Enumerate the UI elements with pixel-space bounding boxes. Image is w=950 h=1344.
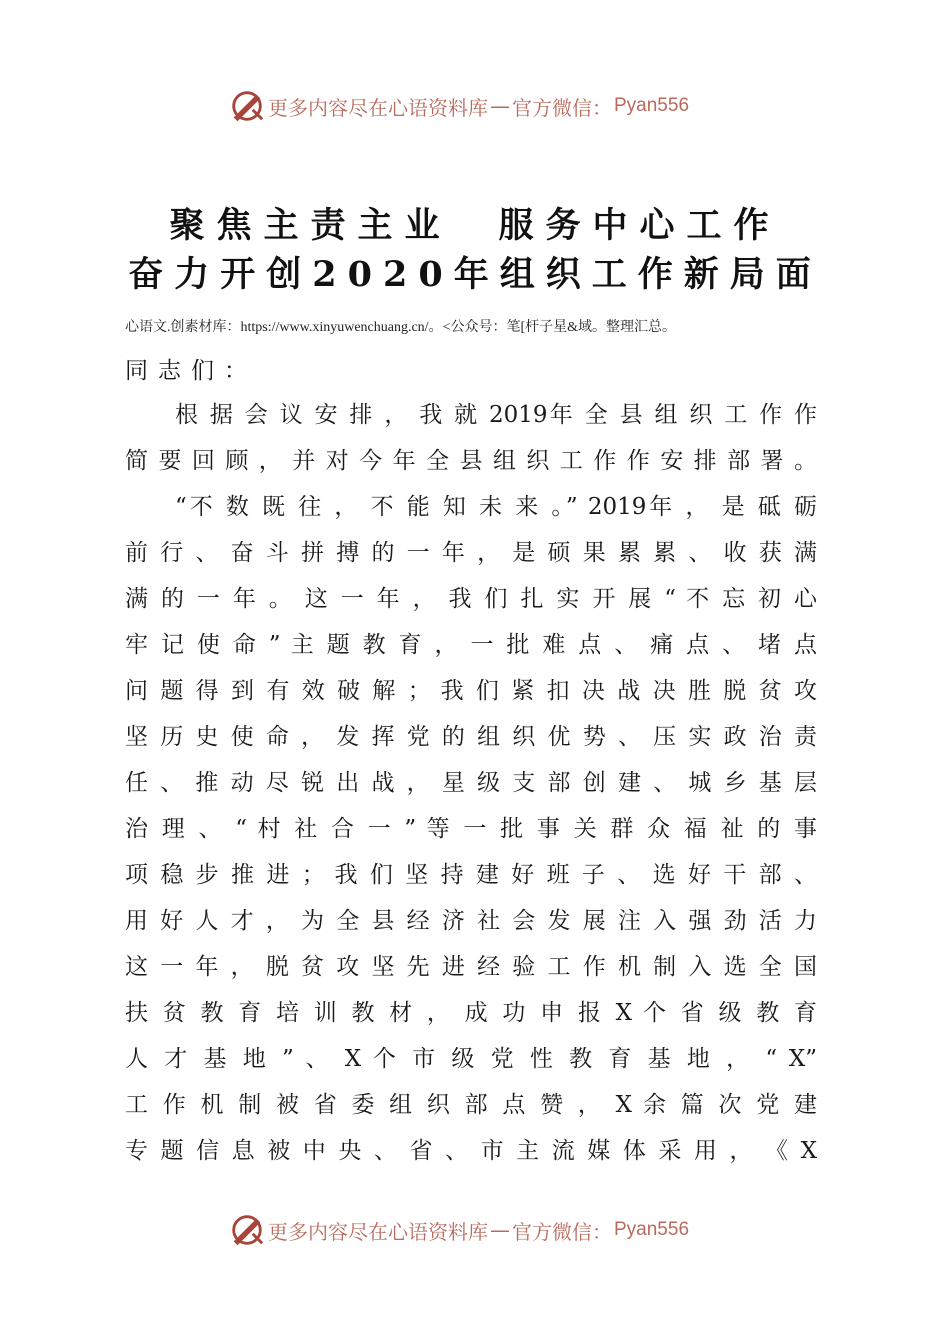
paragraph-line: 扶 贫 教 育 培 训 教 材 ， 成 功 申 报 X 个 省 级 教 育 xyxy=(125,1000,817,1026)
paragraph-line: 牢 记 使 命 ” 主 题 教 育 ， 一 批 难 点 、 痛 点 、 堵 点 xyxy=(125,632,817,658)
banner-wechat-label: 官方微信： xyxy=(512,95,612,120)
paragraph-line: 人 才 基 地 ” 、 X 个 市 级 党 性 教 育 基 地 ， “ X” xyxy=(125,1046,817,1072)
paragraph-line: “不 数 既 往 ， 不 能 知 未 来 。” 2019年 ， 是 砥 砺 xyxy=(175,494,817,520)
paragraph-line: 项 稳 步 推 进 ； 我 们 坚 持 建 好 班 子 、 选 好 干 部 、 xyxy=(125,862,817,888)
banner-wechat-id: Pyan556 xyxy=(614,95,690,116)
paragraph-line: 用 好 人 才 ， 为 全 县 经 济 社 会 发 展 注 入 强 劲 活 力 xyxy=(125,908,817,934)
banner-dash: — xyxy=(490,94,510,118)
footer-banner xyxy=(228,1210,689,1250)
pen-logo-icon xyxy=(228,87,266,125)
paragraph-line: 工 作 机 制 被 省 委 组 织 部 点 赞 ， X 余 篇 次 党 建 xyxy=(125,1092,817,1118)
title-line-1: 聚焦主责主业 服务中心工作 xyxy=(169,205,781,246)
banner-text: 更多内容尽在心语资料库 xyxy=(268,95,488,120)
title-line-2: 奋力开创2020年组织工作新局面 xyxy=(128,254,822,295)
paragraph-line: 满 的 一 年 。 这 一 年 ， 我 们 扎 实 开 展 “ 不 忘 初 心 xyxy=(125,586,817,612)
paragraph-line: 简 要 回 顾 ， 并 对 今 年 全 县 组 织 工 作 作 安 排 部 署 。 xyxy=(125,448,817,474)
banner-wechat-label: 官方微信： xyxy=(512,1219,612,1244)
pen-logo-icon xyxy=(228,1211,266,1249)
paragraph-line: 根 据 会 议 安 排 ， 我 就 2019年 全 县 组 织 工 作 作 xyxy=(175,402,817,428)
paragraph-line: 任 、 推 动 尽 锐 出 战 ， 星 级 支 部 创 建 、 城 乡 基 层 xyxy=(125,770,817,796)
paragraph-line: 前 行 、 奋 斗 拼 搏 的 一 年 ， 是 硕 果 累 累 、 收 获 满 xyxy=(125,540,817,566)
banner-dash: — xyxy=(490,1218,510,1242)
banner-text: 更多内容尽在心语资料库 xyxy=(268,1219,488,1244)
paragraph-line: 这 一 年 ， 脱 贫 攻 坚 先 进 经 验 工 作 机 制 入 选 全 国 xyxy=(125,954,817,980)
banner-wechat-id: Pyan556 xyxy=(614,1219,690,1240)
header-banner xyxy=(228,86,689,126)
paragraph-line: 治 理 、 “ 村 社 合 一 ” 等 一 批 事 关 群 众 福 祉 的 事 xyxy=(125,816,817,842)
source-line: 心语文.创素材库：https://www.xinyuwenchuang.cn/。<公众号：笔[杆子星&域。整理汇总。 xyxy=(125,320,677,335)
paragraph-line: 专 题 信 息 被 中 央 、 省 、 市 主 流 媒 体 采 用 ， 《 X xyxy=(125,1138,817,1164)
salutation: 同志们： xyxy=(125,358,257,384)
paragraph-line: 坚 历 史 使 命 ， 发 挥 党 的 组 织 优 势 、 压 实 政 治 责 xyxy=(125,724,817,750)
paragraph-line: 问 题 得 到 有 效 破 解 ； 我 们 紧 扣 决 战 决 胜 脱 贫 攻 xyxy=(125,678,817,704)
